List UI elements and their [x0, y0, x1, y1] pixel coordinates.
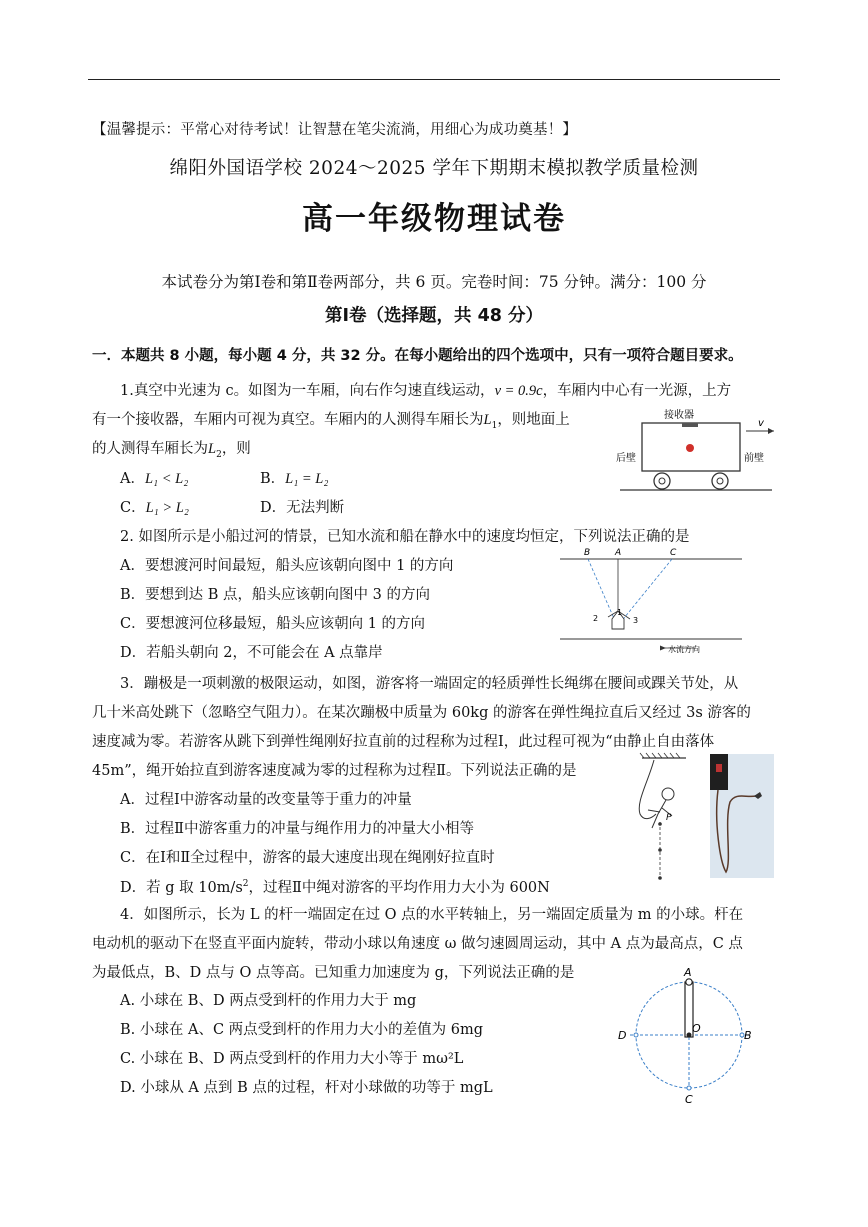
- q1-line-1: [120, 383, 731, 400]
- q1-option-c[interactable]: [120, 500, 189, 517]
- q2-option-d[interactable]: D．若船头朝向 2，不可能会在 A 点靠岸: [120, 645, 383, 661]
- receiver-label: 接收器: [664, 410, 694, 421]
- flow-arrowhead: [660, 646, 666, 651]
- q3-option-b[interactable]: B．过程Ⅱ中游客重力的冲量与绳作用力的冲量大小相等: [120, 821, 475, 837]
- option-letter: B．: [260, 471, 286, 487]
- lowest-point: [658, 876, 662, 880]
- top-rule: [88, 79, 780, 80]
- path-to-c: [620, 559, 672, 623]
- light-source: [686, 444, 694, 452]
- label-b: B: [744, 1029, 752, 1042]
- label-c: C: [685, 1093, 693, 1106]
- q4-line-2: 电动机的驱动下在竖直平面内旋转，带动小球以角速度 ω 做匀速圆周运动，其中 A 点为最高点，C 点: [92, 936, 743, 952]
- exam-info: 本试卷分为第Ⅰ卷和第Ⅱ卷两部分，共 6 页。完卷时间：75 分钟。满分：100 分: [161, 273, 707, 291]
- q1-symbol: L: [483, 412, 492, 428]
- path-point: [658, 848, 662, 852]
- school-title: 绵阳外国语学校 2024～2025 学年下期期末模拟教学质量检测: [169, 158, 699, 179]
- q3-line-2: 几十米高处跳下（忽略空气阻力）。在某次蹦极中质量为 60kg 的游客在弹性绳拉直后又经过 3s 游客的: [92, 705, 751, 721]
- option-text: D．若 g 取 10m/s: [120, 879, 243, 896]
- q2-stem: 2. 如图所示是小船过河的情景，已知水流和船在静水中的速度均恒定，下列说法正确的是: [120, 529, 690, 545]
- point-p: [658, 822, 662, 826]
- q3-option-a[interactable]: A．过程Ⅰ中游客动量的改变量等于重力的冲量: [120, 792, 412, 808]
- q1-text: 1.真空中光速为 c。如图为一车厢，向右作匀速直线运动，: [120, 383, 495, 399]
- q1-line-3: [92, 441, 251, 461]
- point-d: [634, 1033, 638, 1037]
- q1-railcar-figure: [612, 404, 784, 496]
- q1-speed: v = 0.9c: [494, 383, 543, 399]
- option-letter: C．: [120, 500, 146, 516]
- q1-text: ，则: [221, 441, 251, 457]
- q3-line-3: 速度减为零。若游客从跳下到弹性绳刚好拉直前的过程称为过程Ⅰ，此过程可视为“由静止自由落体: [92, 734, 715, 750]
- option-text: ，过程Ⅱ中绳对游客的平均作用力大小为 600N: [248, 879, 550, 896]
- heading-3-label: 3: [633, 616, 639, 625]
- exam-title: 高一年级物理试卷: [302, 201, 566, 237]
- q2-river-figure: [556, 545, 746, 657]
- heading-1-label: 1: [617, 608, 623, 617]
- option-value: L₁ > L₂: [145, 500, 189, 516]
- q3-option-d[interactable]: [120, 879, 550, 897]
- label-d: D: [618, 1029, 627, 1042]
- flow-label: 水流方向: [668, 645, 700, 654]
- q4-option-d[interactable]: D. 小球从 A 点到 B 点的过程，杆对小球做的功等于 mgL: [120, 1080, 493, 1096]
- volume-title: 第Ⅰ卷（选择题，共 48 分）: [324, 306, 544, 326]
- back-wall-label: 后壁: [616, 453, 636, 464]
- q2-option-b[interactable]: B．要想到达 B 点，船头应该朝向图中 3 的方向: [120, 587, 430, 603]
- heading-2-label: 2: [593, 614, 599, 623]
- photo-sign: [716, 764, 722, 772]
- label-a: A: [684, 966, 692, 979]
- receiver: [682, 423, 698, 427]
- q1-option-a[interactable]: [120, 471, 188, 488]
- ball: [686, 979, 692, 985]
- q3-line-1: 3．蹦极是一项刺激的极限运动，如图，游客将一端固定的轻质弹性长绳绑在腰间或踝关节处，从: [120, 676, 739, 692]
- option-value: L₁ = L₂: [285, 471, 329, 487]
- wheel-hub: [659, 478, 665, 484]
- q4-option-b[interactable]: B. 小球在 A、C 两点受到杆的作用力大小的差值为 6mg: [120, 1022, 484, 1038]
- q4-option-a[interactable]: A. 小球在 B、D 两点受到杆的作用力大于 mg: [120, 993, 417, 1009]
- q1-line-2: [92, 412, 570, 432]
- point-b-label: B: [584, 548, 591, 558]
- q1-option-d[interactable]: D．无法判断: [260, 500, 345, 516]
- velocity-arrowhead: [768, 428, 774, 434]
- q2-option-a[interactable]: A．要想渡河时间最短，船头应该朝向图中 1 的方向: [120, 558, 454, 574]
- q3-line-4: 45m”，绳开始拉直到游客速度减为零的过程称为过程Ⅱ。下列说法正确的是: [92, 763, 577, 779]
- pivot-o: [687, 1033, 692, 1038]
- q4-line-1: 4．如图所示，长为 L 的杆一端固定在过 O 点的水平转轴上，另一端固定质量为 m 的小球。杆在: [120, 907, 744, 923]
- q2-option-c[interactable]: C．要想渡河位移最短，船头应该朝向 1 的方向: [120, 616, 426, 632]
- q1-text: ，则地面上: [497, 412, 570, 428]
- q1-subscript: 1: [491, 420, 498, 431]
- point-c-label: C: [670, 548, 677, 558]
- q1-text: ，车厢内中心有一光源，上方: [542, 383, 732, 399]
- q1-subscript: 2: [216, 449, 222, 460]
- wheel-hub: [717, 478, 723, 484]
- q1-symbol: L: [208, 441, 217, 457]
- option-value: L₁ < L₂: [144, 471, 189, 487]
- q4-line-3: 为最低点，B、D 点与 O 点等高。已知重力加速度为 g，下列说法正确的是: [92, 965, 575, 981]
- option-letter: A．: [120, 471, 145, 487]
- q3-option-c[interactable]: C．在Ⅰ和Ⅱ全过程中，游客的最大速度出现在绳刚好拉直时: [120, 850, 495, 866]
- anchor-hatching: [640, 753, 680, 758]
- point-a-label: A: [615, 548, 622, 558]
- q1-text: 的人测得车厢长为: [92, 441, 208, 457]
- jumper-head: [662, 788, 674, 800]
- q4-circle-figure: [610, 964, 770, 1106]
- front-wall-label: 前壁: [744, 453, 764, 464]
- q1-option-b[interactable]: [260, 471, 328, 488]
- point-p-label: P: [666, 813, 672, 823]
- q1-text: 有一个接收器，车厢内可视为真空。车厢内的人测得车厢长为: [92, 412, 484, 428]
- q3-bungee-figure: [626, 752, 778, 892]
- section-1-heading: 一．本题共 8 小题，每小题 4 分，共 32 分。在每小题给出的四个选项中，只有一项符合题目要求。: [92, 348, 743, 364]
- elastic-rope: [639, 760, 656, 819]
- velocity-label: v: [758, 418, 764, 429]
- warm-tip: 【温馨提示：平常心对待考试！让智慧在笔尖流淌，用细心为成功奠基！】: [92, 122, 578, 138]
- point-c: [687, 1086, 691, 1090]
- q4-option-c[interactable]: C. 小球在 B、D 两点受到杆的作用力大小等于 mω²L: [120, 1051, 464, 1067]
- label-o: O: [692, 1022, 701, 1035]
- superscript: 2: [242, 879, 249, 889]
